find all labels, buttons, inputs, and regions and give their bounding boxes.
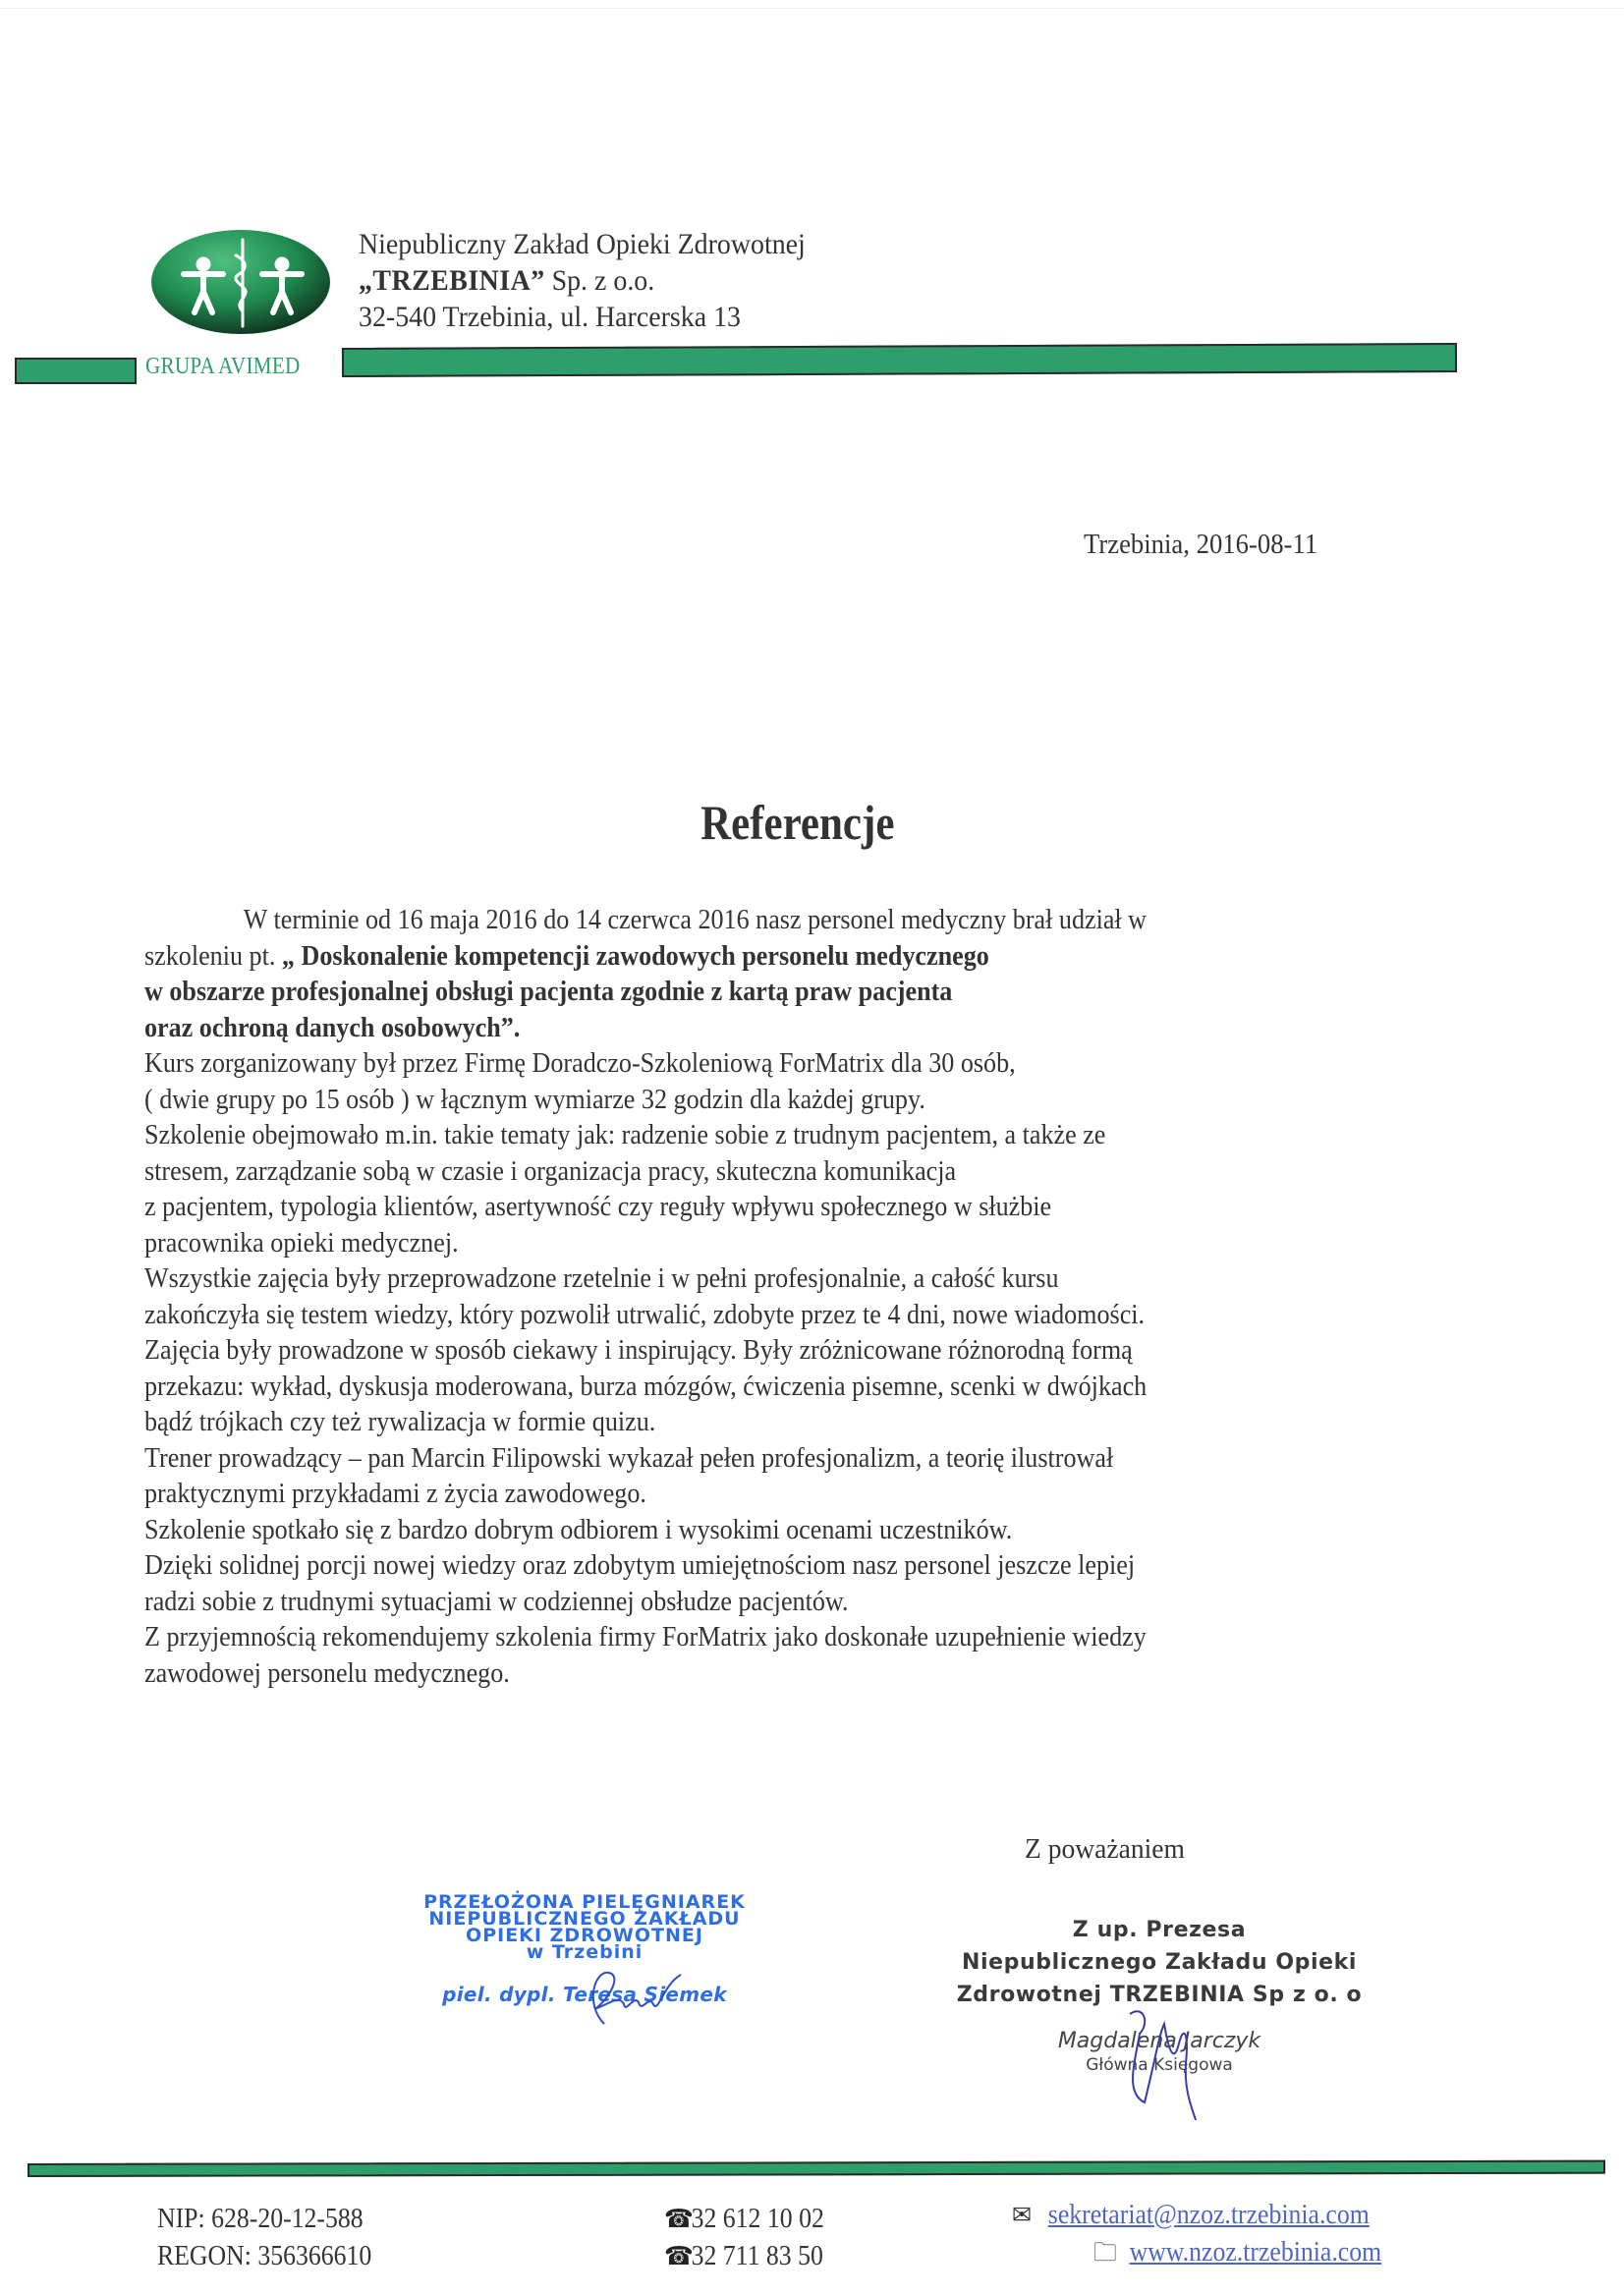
two-figures-caduceus-logo-icon: [149, 228, 332, 336]
folder-icon: 🗀: [1092, 2238, 1117, 2267]
body-text: pracownika opieki medycznej.: [144, 1226, 459, 1259]
stamp-line: PRZEŁOŻONA PIELĘGNIAREK: [423, 1891, 746, 1913]
body-text: z pacjentem, typologia klientów, asertywność czy reguły wpływu społecznego w służbie: [144, 1191, 1052, 1222]
nip-number: NIP: 628-20-12-588: [157, 2204, 364, 2234]
body-line: [144, 1117, 1294, 1153]
body-line: [144, 1260, 1294, 1297]
body-text: Szkolenie spotkało się z bardzo dobrym odbiorem i wysokimi ocenami uczestników.: [144, 1513, 1013, 1545]
body-text: Z przyjemnością rekomendujemy szkolenia firmy ForMatrix jako doskonałe uzupełnienie wiedzy: [144, 1621, 1147, 1652]
stamp-line: OPIEKI ZDROWOTNEJ: [466, 1925, 703, 1946]
body-text: ( dwie grupy po 15 osób ) w łącznym wymiarze 32 godzin dla każdej grupy.: [144, 1083, 925, 1115]
body-text: Kurs zorganizowany był przez Firmę Doradczo-Szkoleniową ForMatrix dla 30 osób,: [144, 1047, 1016, 1079]
body-line: [144, 1369, 1294, 1405]
company-registration: [157, 2201, 371, 2275]
body-text: bądź trójkach czy też rywalizacja w formie quizu.: [144, 1406, 656, 1437]
body-text: stresem, zarządzanie sobą w czasie i organizacja pracy, skuteczna komunikacja: [144, 1154, 957, 1187]
body-text: przekazu: wykład, dyskusja moderowana, burza mózgów, ćwiczenia pisemne, scenki w dwójkach: [144, 1370, 1148, 1402]
footer-divider: [28, 2160, 1605, 2177]
stamp-signatory-name: piel. dypl. Teresa Siemek: [442, 1983, 727, 2006]
body-line: [144, 1332, 1294, 1369]
body-line: [144, 974, 1294, 1010]
website-row: [1012, 2234, 1381, 2271]
phone-number: 32 612 10 02: [691, 2204, 824, 2234]
stamp-line: w Trzebini: [526, 1941, 644, 1963]
regon-number: REGON: 356366610: [157, 2241, 372, 2271]
body-line: [144, 1547, 1294, 1584]
body-line: [144, 1476, 1294, 1512]
stamp-signatory-role: Główna Księgowa: [1086, 2055, 1233, 2075]
body-line: [144, 1512, 1294, 1548]
stamp-signatory-name: Magdalena Jarczyk: [1057, 2029, 1261, 2053]
letter-date: Trzebinia, 2016-08-11: [1084, 529, 1318, 560]
body-text: W terminie od 16 maja 2016 do 14 czerwca 2016 nasz personel medyczny brał udział w: [243, 904, 1148, 935]
phone-icon: ☎: [664, 2242, 694, 2270]
group-name: GRUPA AVIMED: [145, 354, 301, 379]
body-text: Zajęcia były prowadzone w sposób ciekawy i inspirujący. Były zróżnicowane różnorodną formą: [144, 1334, 1133, 1366]
training-title-text: oraz ochroną danych osobowych”.: [144, 1011, 521, 1043]
body-line: [144, 1153, 1294, 1190]
handwritten-signature-icon: [565, 1965, 683, 2034]
body-text: zakończyła się testem wiedzy, który pozwolił utrwalić, zdobyte przez te 4 dni, nowe wiadomości.: [144, 1298, 1146, 1330]
body-text: Dzięki solidnej porcji nowej wiedzy oraz zdobytym umiejętnościom nasz personel jeszcze lepiej: [144, 1549, 1136, 1581]
scan-edge-line: [0, 8, 1624, 9]
body-line: [144, 938, 1294, 975]
page-title: Referencje: [700, 795, 895, 850]
body-line: [144, 1082, 1294, 1118]
stamp-line: Zdrowotnej TRZEBINIA Sp z o. o: [956, 1983, 1363, 2007]
closing-salutation: Z poważaniem: [1025, 1833, 1185, 1865]
body-line: [144, 902, 1294, 938]
contact-links: [1012, 2197, 1381, 2271]
body-line: [144, 1045, 1294, 1082]
stamp-line: Niepublicznego Zakładu Opieki: [961, 1950, 1358, 1975]
body-line: [144, 1010, 1294, 1046]
header-divider-right: [342, 343, 1457, 377]
body-line: [144, 1584, 1294, 1620]
phone-number: 32 711 83 50: [691, 2241, 823, 2271]
body-text: praktycznymi przykładami z życia zawodowego.: [144, 1478, 646, 1509]
email-row: [1012, 2197, 1381, 2234]
body-text: radzi sobie z trudnymi sytuacjami w codziennej obsłudze pacjentów.: [144, 1585, 849, 1617]
organization-address: 32-540 Trzebinia, ul. Harcerska 13: [359, 301, 741, 333]
phone-row: [664, 2238, 824, 2275]
body-line: [144, 1655, 1294, 1692]
envelope-icon: ✉: [1012, 2201, 1033, 2229]
organization-name: Niepubliczny Zakład Opieki Zdrowotnej: [359, 228, 806, 260]
training-title-text: „ Doskonalenie kompetencji zawodowych personelu medycznego: [281, 939, 989, 972]
letter-body: [144, 902, 1422, 1691]
organization-legal-name: „TRZEBINIA” Sp. z o.o.: [359, 264, 655, 297]
handwritten-signature-icon: [1115, 2004, 1223, 2122]
training-title-text: w obszarze profesjonalnej obsługi pacjenta zgodnie z kartą praw pacjenta: [144, 976, 953, 1007]
header-divider-left: [15, 358, 137, 384]
stamp-line: NIEPUBLICZNEGO ZAKŁADU: [428, 1908, 741, 1930]
stamp-line: Z up. Prezesa: [1072, 1918, 1247, 1942]
body-line: [144, 1297, 1294, 1333]
body-line: [144, 1189, 1294, 1225]
email-link[interactable]: sekretariat@nzoz.trzebinia.com: [1047, 2200, 1370, 2230]
body-text: Szkolenie obejmowało m.in. takie tematy jak: radzenie sobie z trudnym pacjentem, a także ze: [144, 1119, 1106, 1150]
body-line: [144, 1404, 1294, 1440]
organization-header: [359, 226, 806, 335]
body-text: zawodowej personelu medycznego.: [144, 1656, 510, 1689]
body-line: [144, 1440, 1294, 1477]
body-line: [144, 1619, 1294, 1655]
body-text: szkoleniu pt.: [144, 939, 282, 972]
body-text: Wszystkie zajęcia były przeprowadzone rzetelnie i w pełni profesjonalnie, a całość kursu: [144, 1262, 1059, 1294]
phone-numbers: [664, 2201, 824, 2275]
body-line: [144, 1225, 1294, 1261]
phone-row: [664, 2201, 824, 2238]
phone-icon: ☎: [664, 2205, 694, 2233]
body-text: Trener prowadzący – pan Marcin Filipowski wykazał pełen profesjonalizm, a teorię ilustrował: [144, 1441, 1114, 1474]
website-link[interactable]: www.nzoz.trzebinia.com: [1129, 2237, 1382, 2268]
